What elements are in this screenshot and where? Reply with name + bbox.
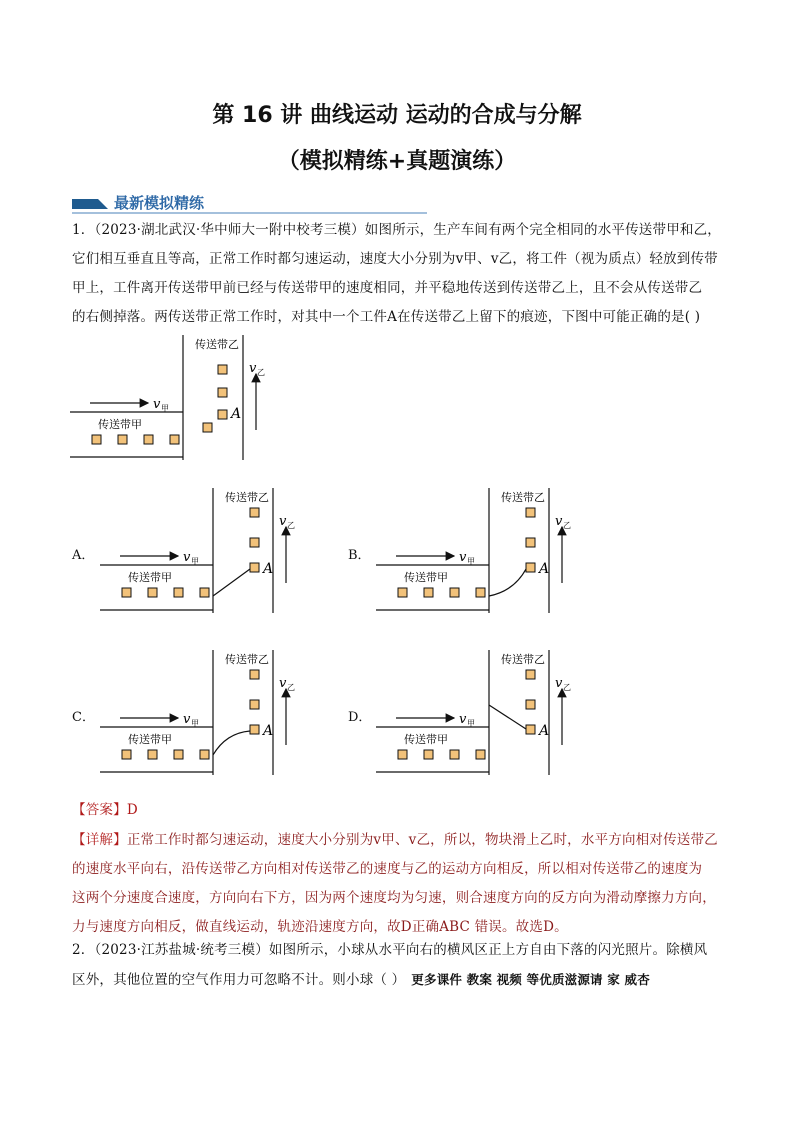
answer-label: 【答案】 (72, 802, 127, 818)
velocity-b-subscript: 乙 (563, 521, 571, 530)
workpiece-block (526, 508, 535, 517)
option-b-figure (376, 483, 576, 618)
option-d-label: D． (348, 710, 372, 725)
workpiece-block (526, 563, 535, 572)
answer-value: D (126, 802, 138, 818)
belt-a-label: 传送带甲 (128, 733, 172, 746)
option-a-figure (100, 483, 300, 618)
option-d-figure (376, 645, 576, 780)
point-a-label: A (231, 406, 242, 422)
workpiece-block (92, 435, 101, 444)
promo-text[interactable]: 更多课件 教案 视频 等优质滋源请 家 威杏 (411, 972, 650, 987)
point-a-label: A (539, 723, 550, 739)
workpiece-block (250, 670, 259, 679)
workpiece-block (170, 435, 179, 444)
velocity-a-label: v (183, 712, 191, 727)
workpiece-block (250, 563, 259, 572)
workpiece-block (200, 750, 209, 759)
belt-b-label: 传送带乙 (225, 653, 269, 666)
belt-a-label: 传送带甲 (404, 733, 448, 746)
belt-b-label: 传送带乙 (225, 491, 269, 504)
velocity-b-subscript: 乙 (287, 683, 295, 692)
trace-line (489, 705, 526, 729)
belt-b-label: 传送带乙 (501, 491, 545, 504)
option-a-label: A． (72, 548, 95, 563)
workpiece-block (174, 588, 183, 597)
velocity-a-label: v (183, 550, 191, 565)
workpiece-block (200, 588, 209, 597)
question-text: 甲上，工件离开传送带甲前已经与传送带甲的速度相同，并平稳地传送到传送带乙上，且不会从传送带乙 (72, 280, 703, 296)
velocity-a-subscript: 甲 (191, 719, 199, 728)
workpiece-block (250, 725, 259, 734)
belt-a-label: 传送带甲 (128, 571, 172, 584)
question-text: 它们相互垂直且等高，正常工作时都匀速运动，速度大小分别为v甲、v乙，将工件（视为质点）轻放到传带 (72, 251, 718, 267)
section-header-label: 最新模拟精练 (114, 194, 205, 212)
workpiece-block (476, 750, 485, 759)
workpiece-block (250, 538, 259, 547)
question-number: 2． (72, 942, 95, 958)
option-b-label: B． (348, 548, 371, 563)
workpiece-block (450, 750, 459, 759)
workpiece-block (218, 365, 227, 374)
velocity-b-label: v (279, 676, 287, 691)
option-c-figure (100, 645, 300, 780)
velocity-b-label: v (279, 514, 287, 529)
velocity-a-label: v (459, 712, 467, 727)
question-text: 区外，其他位置的空气作用力可忽略不计。则小球（ ） (72, 972, 406, 988)
workpiece-block (122, 750, 131, 759)
belt-a-label: 传送带甲 (404, 571, 448, 584)
belt-a-label: 传送带甲 (98, 418, 142, 431)
option-c-label: C． (72, 710, 95, 725)
workpiece-block (122, 588, 131, 597)
question-text: （2023·江苏盐城·统考三模）如图所示，小球从水平向右的横风区正上方自由下落的闪光照片。除横风 (94, 942, 708, 958)
workpiece-block (174, 750, 183, 759)
velocity-b-subscript: 乙 (563, 683, 571, 692)
explanation-text: 正常工作时都匀速运动，速度大小分别为v甲、v乙，所以，物块滑上乙时，水平方向相对传送带乙 (126, 832, 718, 848)
velocity-b-subscript: 乙 (257, 368, 265, 377)
point-a-label: A (263, 561, 274, 577)
trace-line (213, 569, 250, 596)
velocity-b-label: v (555, 676, 563, 691)
workpiece-block (250, 700, 259, 709)
question-number: 1． (72, 222, 95, 238)
workpiece-block (526, 538, 535, 547)
explanation-label: 【详解】 (72, 832, 127, 848)
page-title: 第 16 讲 曲线运动 运动的合成与分解 (212, 103, 582, 128)
belt-b-label: 传送带乙 (195, 338, 239, 351)
workpiece-block (398, 750, 407, 759)
workpiece-block (144, 435, 153, 444)
velocity-a-subscript: 甲 (467, 719, 475, 728)
question-text: （2023·湖北武汉·华中师大一附中校考三模）如图所示，生产车间有两个完全相同的水平传送带甲和乙， (94, 222, 721, 238)
workpiece-block (118, 435, 127, 444)
workpiece-block (250, 508, 259, 517)
page-subtitle: （模拟精练+真题演练） (277, 149, 517, 174)
velocity-a-subscript: 甲 (191, 557, 199, 566)
explanation-text: 力与速度方向相反，做直线运动，轨迹沿速度方向，故D正确ABC 错误。故选D。 (72, 919, 568, 935)
point-a-label: A (539, 561, 550, 577)
workpiece-block (218, 388, 227, 397)
workpiece-block (148, 750, 157, 759)
explanation-text: 的速度水平向右，沿传送带乙方向相对传送带乙的速度与乙的运动方向相反，所以相对传送带乙的速度为 (72, 861, 703, 877)
velocity-a-label: v (459, 550, 467, 565)
answer (72, 796, 732, 825)
question-text: 的右侧掉落。两传送带正常工作时，对其中一个工件A在传送带乙上留下的痕迹，下图中可能正确的是( ) (72, 309, 701, 325)
question-1 (72, 216, 732, 332)
workpiece-block (218, 410, 227, 419)
velocity-a-subscript: 甲 (161, 404, 169, 413)
workpiece-block (526, 725, 535, 734)
workpiece-block (424, 750, 433, 759)
main-figure (70, 330, 270, 465)
workpiece-block (148, 588, 157, 597)
explanation-text: 这两个分速度合速度，方向向右下方，因为两个速度均为匀速，则合速度方向的反方向为滑动摩擦力方向， (72, 890, 716, 906)
workpiece-block (398, 588, 407, 597)
velocity-a-subscript: 甲 (467, 557, 475, 566)
workpiece-block (476, 588, 485, 597)
velocity-b-subscript: 乙 (287, 521, 295, 530)
velocity-a-label: v (153, 397, 161, 412)
velocity-b-label: v (249, 361, 257, 376)
workpiece-block (526, 670, 535, 679)
trace-curve (489, 569, 526, 596)
workpiece-block (450, 588, 459, 597)
workpiece-block (526, 700, 535, 709)
question-2 (72, 936, 732, 995)
workpiece-block (424, 588, 433, 597)
workpiece-block (203, 423, 212, 432)
explanation (72, 826, 732, 942)
point-a-label: A (263, 723, 274, 739)
velocity-b-label: v (555, 514, 563, 529)
trace-curve (213, 731, 250, 755)
belt-b-label: 传送带乙 (501, 653, 545, 666)
